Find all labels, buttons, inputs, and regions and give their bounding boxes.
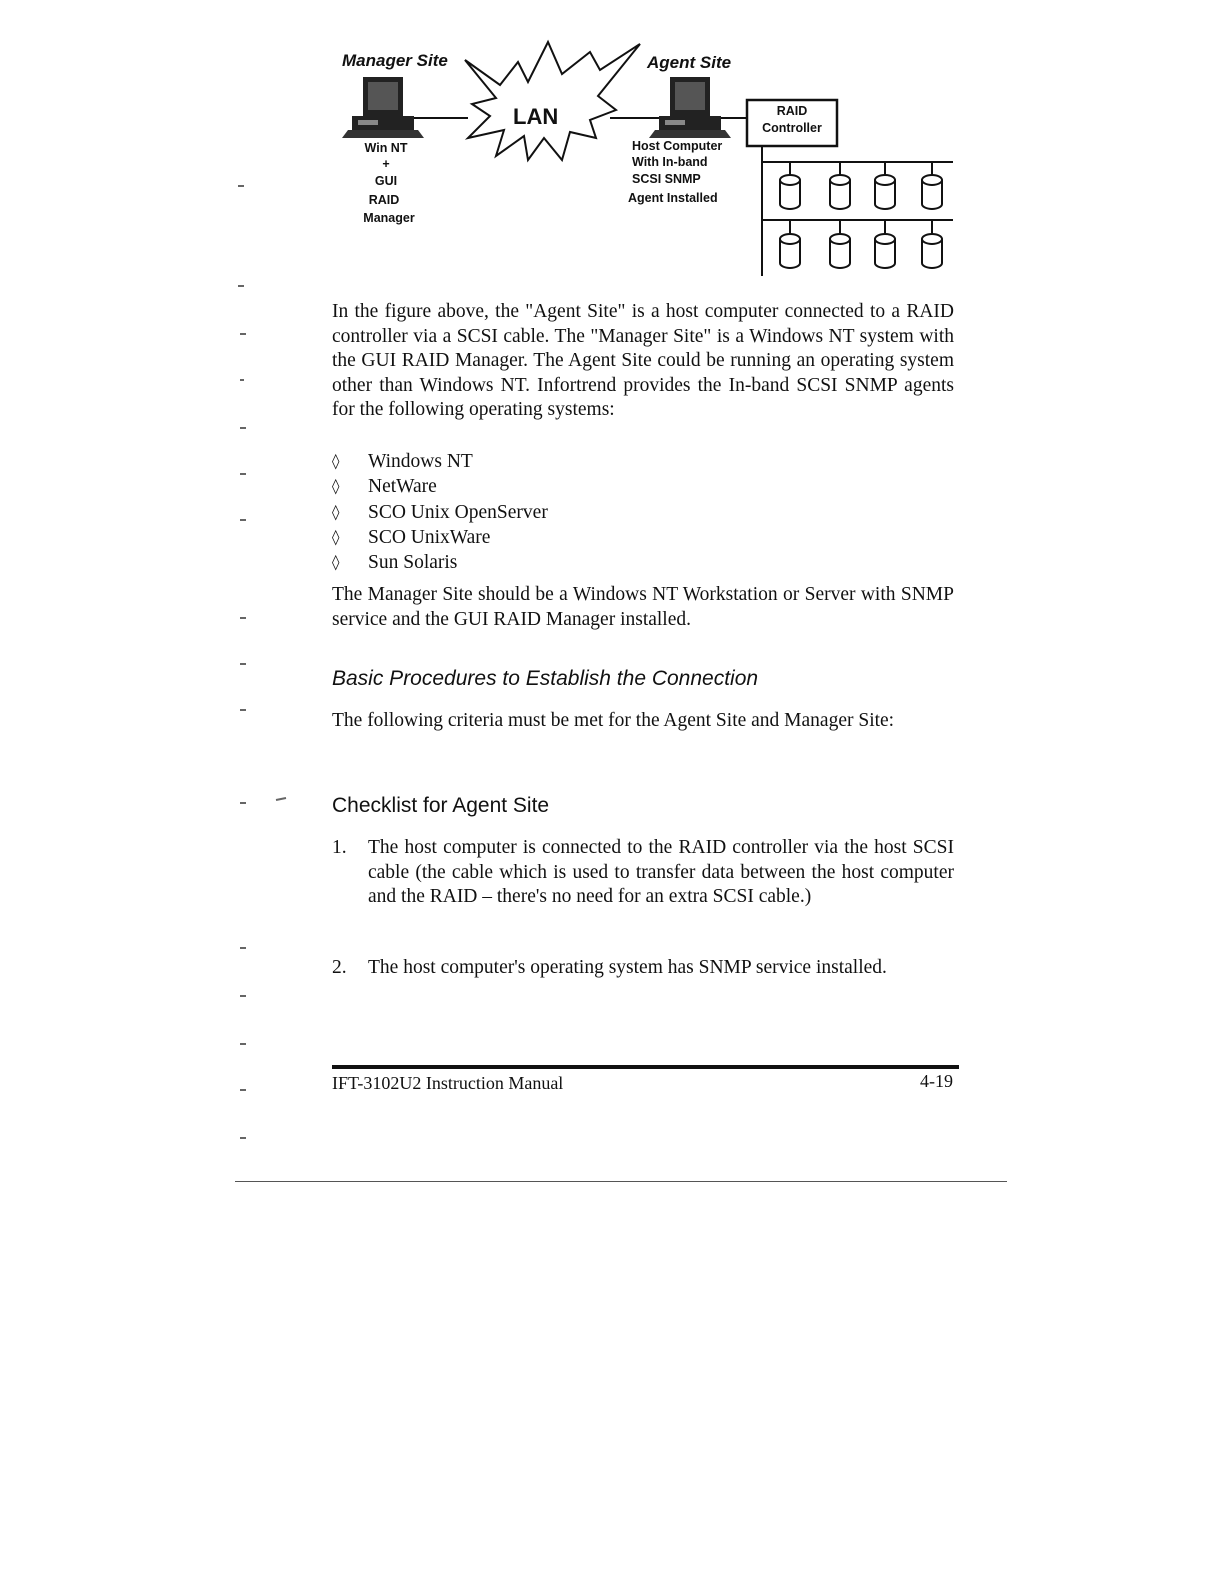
network-diagram [300, 20, 960, 280]
disk-drive-icon [922, 175, 942, 209]
manager-caption-line: Win NT [364, 141, 408, 155]
item-number: 1. [332, 837, 347, 858]
manager-computer-icon [342, 77, 424, 138]
footer-rule [332, 1065, 959, 1069]
raid-caption-line: RAID [776, 104, 808, 118]
os-name: SCO Unix OpenServer [368, 501, 548, 523]
host-caption-line: SCSI SNMP [632, 172, 701, 186]
scan-bottom-edge [235, 1181, 1007, 1182]
os-name: Sun Solaris [368, 552, 458, 574]
host-caption-line: Agent Installed [628, 191, 718, 205]
raid-caption-line: Controller [762, 121, 822, 135]
criteria-paragraph: The following criteria must be met for the Agent Site and Manager Site: [332, 710, 895, 731]
diamond-bullet-icon: ◊ [332, 452, 340, 470]
section-heading: Basic Procedures to Establish the Connection [332, 667, 759, 690]
diamond-bullet-icon: ◊ [332, 502, 340, 521]
manager-site-paragraph: The Manager Site should be a Windows NT Workstation or Server with SNMP service and the GUI RAID Manager installed. [332, 584, 954, 630]
os-name: Windows NT [368, 451, 473, 472]
item-text: The host computer is connected to the RAID controller via the host SCSI cable (the cable which is used to transfer data between the host computer and the RAID – there's no need for an extra SCSI cable.) [368, 837, 954, 908]
manager-caption-line: GUI [374, 174, 398, 188]
host-caption-line: Host Computer [632, 139, 723, 153]
lan-burst-shape [465, 42, 640, 160]
page-number: 4-19 [920, 1071, 953, 1091]
disk-drive-icon [780, 175, 800, 209]
manual-title: IFT-3102U2 Instruction Manual [332, 1073, 564, 1093]
checklist-heading: Checklist for Agent Site [332, 794, 550, 817]
item-number: 2. [332, 957, 347, 978]
agent-site-label: Agent Site [647, 53, 732, 72]
manager-caption-line: + [382, 157, 390, 171]
os-name: SCO UnixWare [368, 526, 491, 548]
diamond-bullet-icon: ◊ [332, 477, 340, 496]
host-computer-icon [649, 77, 731, 138]
manager-caption-line: Manager [363, 211, 415, 225]
intro-paragraph: In the figure above, the "Agent Site" is a host computer connected to a RAID controller via a SCSI cable. The "Manager Site" is a Windows NT system with the GUI RAID Manager. The Agent Site could be running an operating system other than Windows NT. Infortrend provides the In-band SCSI SNMP agents for the following operating systems: [332, 301, 954, 421]
disk-drive-icon [780, 234, 800, 268]
disk-drive-icon [830, 175, 850, 209]
disk-drive-icon [830, 234, 850, 268]
manager-caption-line: RAID [368, 193, 400, 207]
host-caption-line: With In-band [632, 155, 708, 169]
disk-drive-icon [922, 234, 942, 268]
os-name: NetWare [368, 476, 437, 498]
diamond-bullet-icon: ◊ [332, 553, 340, 572]
lan-label: LAN [513, 104, 559, 129]
scan-margin-marks [0, 0, 320, 1200]
diamond-bullet-icon: ◊ [332, 527, 340, 546]
disk-drive-icon [875, 175, 895, 209]
item-text: The host computer's operating system has SNMP service installed. [368, 957, 887, 978]
manager-site-label: Manager Site [342, 51, 448, 70]
disk-drive-icon [875, 234, 895, 268]
